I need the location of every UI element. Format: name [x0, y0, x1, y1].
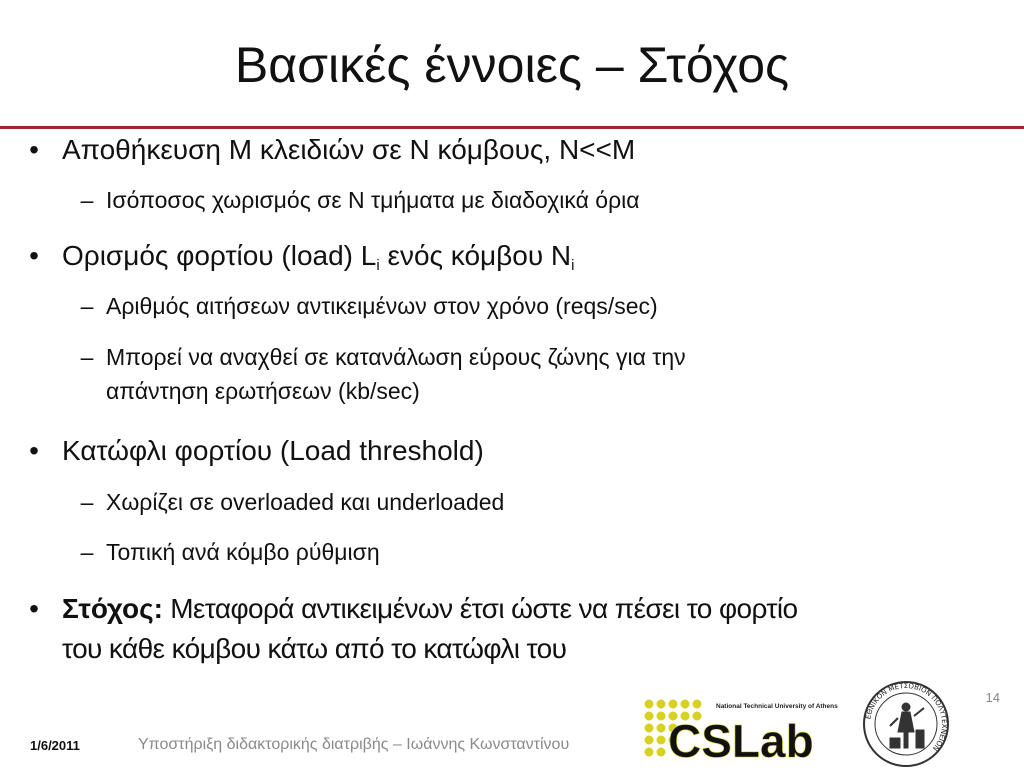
cslab-wordmark: CSLab: [668, 715, 814, 762]
page-number: 14: [985, 690, 1000, 705]
footer-text: Υποστήριξη διδακτορικής διατριβής – Ιωάννης Κωνσταντίνου: [138, 736, 570, 753]
sub-bullet-bandwidth: [106, 340, 686, 408]
load-subscript-b: i: [571, 257, 575, 274]
bullet-marker: •: [29, 593, 39, 624]
goal-label: Στόχος:: [62, 593, 164, 624]
sub-bullet-partition: Ισόποσος χωρισμός σε Ν τμήματα με διαδοχικά όρια: [106, 187, 640, 213]
sub-bullet-bandwidth-line2: απάντηση ερωτήσεων (kb/sec): [106, 378, 420, 404]
bullet-goal: [62, 589, 797, 669]
bullet-marker: •: [29, 240, 39, 271]
university-seal: [862, 680, 950, 768]
dash-marker: –: [80, 539, 94, 565]
load-definition-text-b: ενός κόμβου N: [379, 240, 572, 271]
bullet-marker: •: [29, 134, 39, 165]
bullet-marker: •: [29, 435, 39, 466]
load-subscript-a: i: [376, 257, 380, 274]
bullet-threshold: Κατώφλι φορτίου (Load threshold): [62, 435, 484, 466]
sub-bullet-bandwidth-line1: Μπορεί να αναχθεί σε κατανάλωση εύρους ζώνης για την: [106, 344, 686, 370]
dash-marker: –: [80, 293, 94, 319]
goal-text-line1: Μεταφορά αντικειμένων έτσι ώστε να πέσει το φορτίο: [163, 593, 798, 624]
cslab-tagline: National Technical University of Athens: [716, 703, 838, 710]
load-definition-text-a: Ορισμός φορτίου (load) L: [62, 240, 377, 271]
dash-marker: –: [80, 344, 94, 370]
slide-title: Βασικές έννοιες – Στόχος: [234, 37, 790, 93]
bullet-storage: Αποθήκευση Μ κλειδιών σε Ν κόμβους, Ν<<Μ: [62, 134, 636, 165]
bullet-load-definition: [62, 236, 575, 276]
sub-bullet-requests: Αριθμός αιτήσεων αντικειμένων στον χρόνο (reqs/sec): [106, 293, 658, 319]
goal-text-line2: του κάθε κόμβου κάτω από το κατώφλι του: [62, 633, 567, 664]
dash-marker: –: [80, 187, 94, 213]
sub-bullet-local-setting: Τοπική ανά κόμβο ρύθμιση: [106, 539, 380, 565]
seal-text: ΕΘΝΙΚΟΝ ΜΕΤΣΟΒΙΟΝ ΠΟΛΥΤΕΧΝΕΙΟΝ: [864, 681, 949, 753]
dash-marker: –: [80, 489, 94, 515]
footer-date: 1/6/2011: [30, 738, 80, 753]
sub-bullet-overloaded: Χωρίζει σε overloaded και underloaded: [106, 489, 505, 515]
cslab-logo: [640, 690, 855, 762]
